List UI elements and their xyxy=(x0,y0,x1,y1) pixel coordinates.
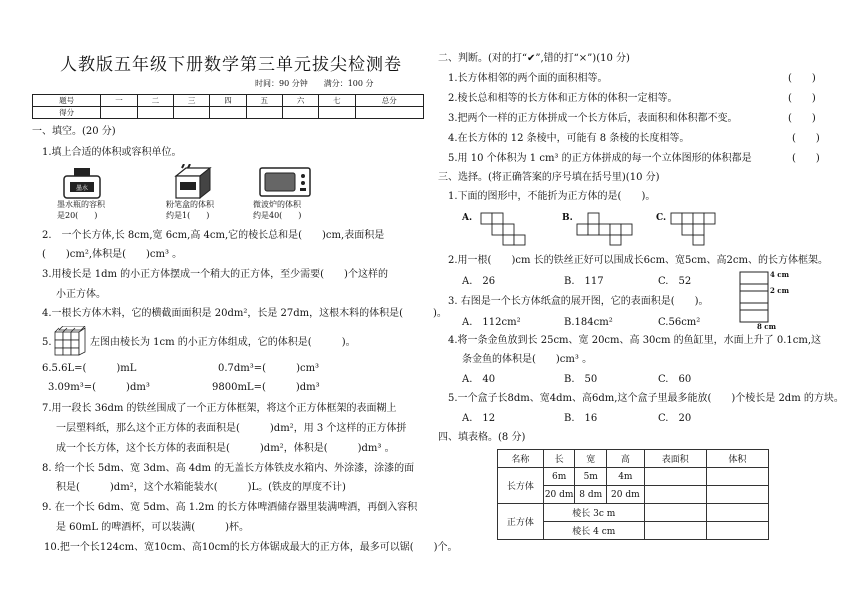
img2-caption-2: 约是1( ) xyxy=(166,211,210,220)
choice-5-option-b[interactable]: B. 16 xyxy=(564,413,598,424)
choice-4-option-b[interactable]: B. 50 xyxy=(564,374,598,385)
choice-3-option-a[interactable]: A. 112cm² xyxy=(462,317,521,328)
img3-caption-2: 约是40( ) xyxy=(253,211,302,220)
score-header: 七 xyxy=(319,95,355,107)
question-7b: 一层塑料纸，那么这个正方体的表面积是( )dm²，用 3 个这样的正方体拼 xyxy=(56,423,407,434)
choice-3-option-c[interactable]: C.56cm² xyxy=(658,317,701,328)
section-2-heading: 二、判断。(对的打“✔”,错的打“×”)(10 分) xyxy=(438,53,630,64)
score-cell[interactable] xyxy=(355,107,423,119)
svg-text:墨水: 墨水 xyxy=(75,185,89,192)
ink-bottle-icon xyxy=(60,166,106,200)
choice-2-option-a[interactable]: A. 26 xyxy=(462,276,496,287)
judge-3-answer[interactable]: ( ) xyxy=(788,113,816,124)
question-6b: 0.7dm³=( )cm³ xyxy=(218,363,320,374)
choice-5: 5.一个盒子长8dm、宽4dm、高6dm,这个盒子里最多能放( )个棱长是 2dm 的方块。 xyxy=(448,393,844,404)
choice-5-option-a[interactable]: A. 12 xyxy=(462,413,496,424)
question-8a: 8. 给一个长 5dm、宽 3dm、高 4dm 的无盖长方体铁皮水箱内、外涂漆，涂漆的面 xyxy=(42,463,415,474)
question-8b: 积是( )dm²，这个水箱能装水( )L。(铁皮的厚度不计) xyxy=(56,482,346,493)
score-cell[interactable] xyxy=(137,107,173,119)
question-3b: 小正方体。 xyxy=(56,289,106,300)
question-1: 1.填上合适的体积或容积单位。 xyxy=(42,147,182,158)
choice-4-option-a[interactable]: A. 40 xyxy=(462,374,496,385)
table-cell: 20 dm xyxy=(607,486,645,504)
judge-4-answer[interactable]: ( ) xyxy=(792,133,820,144)
table-cell: 棱长 3c m xyxy=(543,504,644,522)
score-header: 五 xyxy=(246,95,282,107)
fill-table-header: 宽 xyxy=(575,450,607,468)
score-cell[interactable] xyxy=(246,107,282,119)
choice-3-option-b[interactable]: B.184cm² xyxy=(564,317,613,328)
answer-cell[interactable] xyxy=(706,522,768,540)
choice-1-option-c-label: C. xyxy=(656,213,667,223)
fill-table-header: 表面积 xyxy=(644,450,706,468)
img1-caption: 墨水瓶的容积 xyxy=(57,200,105,209)
choice-1-option-a-label: A. xyxy=(462,213,473,223)
choice-4-option-c[interactable]: C. 60 xyxy=(658,374,692,385)
cube-net-a xyxy=(480,212,526,246)
fill-table-header: 长 xyxy=(543,450,575,468)
choice-2-option-c[interactable]: C. 52 xyxy=(658,276,692,287)
score-cell[interactable] xyxy=(101,107,137,119)
question-2a: 2. 一个长方体,长 8cm,宽 6cm,高 4cm,它的棱长总和是( )cm,表面积是 xyxy=(42,230,385,241)
question-10: 10.把一个长124cm、宽10cm、高10cm的长方体锯成最大的正方体，最多可以锯( )个。 xyxy=(44,542,458,553)
question-6a: 6.5.6L=( )mL xyxy=(42,363,137,374)
score-header: 题号 xyxy=(33,95,101,107)
net-label-8cm: 8 cm xyxy=(757,322,776,331)
question-7c: 成一个长方体，这个长方体的表面积是( )dm²，体积是( )dm³ 。 xyxy=(56,443,395,454)
question-9b: 是 60mL 的啤酒杯，可以装满( )杯。 xyxy=(56,522,250,533)
choice-1-option-b-label: B. xyxy=(562,213,573,223)
question-5: 左图由棱长为 1cm 的小正方体组成，它的体积是( )。 xyxy=(90,337,356,348)
question-6c: 3.09m³=( )dm³ xyxy=(48,382,150,393)
question-6d: 9800mL=( )dm³ xyxy=(212,382,320,393)
judge-2-answer[interactable]: ( ) xyxy=(788,93,816,104)
score-row-label: 得分 xyxy=(33,107,101,119)
choice-4b: 条金鱼的体积是( )cm³ 。 xyxy=(462,354,593,365)
score-header: 三 xyxy=(173,95,209,107)
score-cell[interactable] xyxy=(282,107,318,119)
judge-3: 3.把两个一样的正方体拼成一个长方体后，表面积和体积都不变。 xyxy=(448,113,738,124)
img3-caption: 微波炉的体积 xyxy=(253,200,301,209)
score-header: 四 xyxy=(210,95,246,107)
choice-5-option-c[interactable]: C. 20 xyxy=(658,413,692,424)
fill-table-header: 体积 xyxy=(706,450,768,468)
choice-4a: 4.将一条金鱼放到长 25cm、宽 20cm、高 30cm 的鱼缸里，水面上升了 0.1cm,这 xyxy=(448,335,822,346)
score-header: 六 xyxy=(282,95,318,107)
box-net-figure xyxy=(736,270,784,330)
answer-cell[interactable] xyxy=(644,522,706,540)
table-cell: 20 dm xyxy=(543,486,575,504)
question-5-number: 5. xyxy=(42,337,52,348)
section-3-heading: 三、选择。(将正确答案的序号填在括号里)(10 分) xyxy=(438,172,660,183)
judge-1-answer[interactable]: ( ) xyxy=(788,73,816,84)
score-cell[interactable] xyxy=(210,107,246,119)
question-2b: ( )cm²,体积是( )cm³ 。 xyxy=(42,249,183,260)
table-cell: 棱长 4 cm xyxy=(543,522,644,540)
fill-table-header: 高 xyxy=(607,450,645,468)
cube-net-b xyxy=(576,212,636,246)
choice-2-option-b[interactable]: B. 117 xyxy=(564,276,604,287)
answer-cell[interactable] xyxy=(644,486,706,504)
judge-2: 2.棱长总和相等的长方体和正方体的体积一定相等。 xyxy=(448,93,678,104)
score-header: 一 xyxy=(101,95,137,107)
judge-1: 1.长方体相邻的两个面的面积相等。 xyxy=(448,73,608,84)
judge-5-answer[interactable]: ( ) xyxy=(792,153,820,164)
question-9a: 9. 在一个长 6dm、宽 5dm、高 1.2m 的长方体啤酒储存器里装满啤酒，再倒入容积 xyxy=(42,502,418,513)
page-title: 人教版五年级下册数学第三单元拔尖检测卷 xyxy=(60,55,402,75)
table-cell: 5m xyxy=(575,468,607,486)
question-3a: 3.用棱长是 1dm 的小正方体摆成一个稍大的正方体，至少需要( )个这样的 xyxy=(42,269,388,280)
section-1-heading: 一、填空。(20 分) xyxy=(32,126,116,137)
choice-1: 1.下面的图形中，不能折为正方体的是( )。 xyxy=(448,191,656,202)
answer-cell[interactable] xyxy=(644,504,706,522)
judge-4: 4.在长方体的 12 条棱中，可能有 8 条棱的长度相等。 xyxy=(448,133,690,144)
question-4: 4.一根长方体木料，它的横截面面积是 20dm²，长是 27dm，这根木料的体积是( )。 xyxy=(42,308,447,319)
score-cell[interactable] xyxy=(319,107,355,119)
answer-cell[interactable] xyxy=(706,468,768,486)
net-label-4cm: 4 cm xyxy=(770,270,789,279)
microwave-icon xyxy=(258,164,314,200)
score-cell[interactable] xyxy=(173,107,209,119)
answer-cell[interactable] xyxy=(706,486,768,504)
cuboid-label: 长方体 xyxy=(498,468,544,504)
chalk-box-icon xyxy=(170,164,216,200)
cubes-figure xyxy=(53,326,87,356)
img2-caption: 粉笔盒的体积 xyxy=(166,200,214,209)
cube-net-c xyxy=(670,212,720,246)
answer-cell[interactable] xyxy=(706,504,768,522)
score-header: 二 xyxy=(137,95,173,107)
table-cell: 6m xyxy=(543,468,575,486)
score-table xyxy=(32,94,424,119)
cube-label: 正方体 xyxy=(498,504,544,540)
choice-3: 3. 右图是一个长方体纸盒的展开图，它的表面积是( )。 xyxy=(448,296,709,307)
answer-cell[interactable] xyxy=(644,468,706,486)
table-cell: 8 dm xyxy=(575,486,607,504)
question-7a: 7.用一段长 36dm 的铁丝围成了一个正方体框架，将这个正方体框架的表面糊上 xyxy=(42,403,397,414)
fill-table-header: 名称 xyxy=(498,450,544,468)
choice-2: 2.用一根( )cm 长的铁丝正好可以围成长6cm、宽5cm、高2cm、的长方体框架。 xyxy=(448,255,828,266)
net-label-2cm: 2 cm xyxy=(770,286,789,295)
table-cell: 4m xyxy=(607,468,645,486)
fill-table xyxy=(497,449,769,540)
section-4-heading: 四、填表格。(8 分) xyxy=(438,432,526,443)
exam-meta: 时间：90 分钟 满分：100 分 xyxy=(255,79,374,88)
img1-caption-2: 是20( ) xyxy=(57,211,98,220)
judge-5: 5.用 10 个体积为 1 cm³ 的正方体拼成的每一个立体图形的体积都是 xyxy=(448,153,752,164)
score-header: 总分 xyxy=(355,95,423,107)
